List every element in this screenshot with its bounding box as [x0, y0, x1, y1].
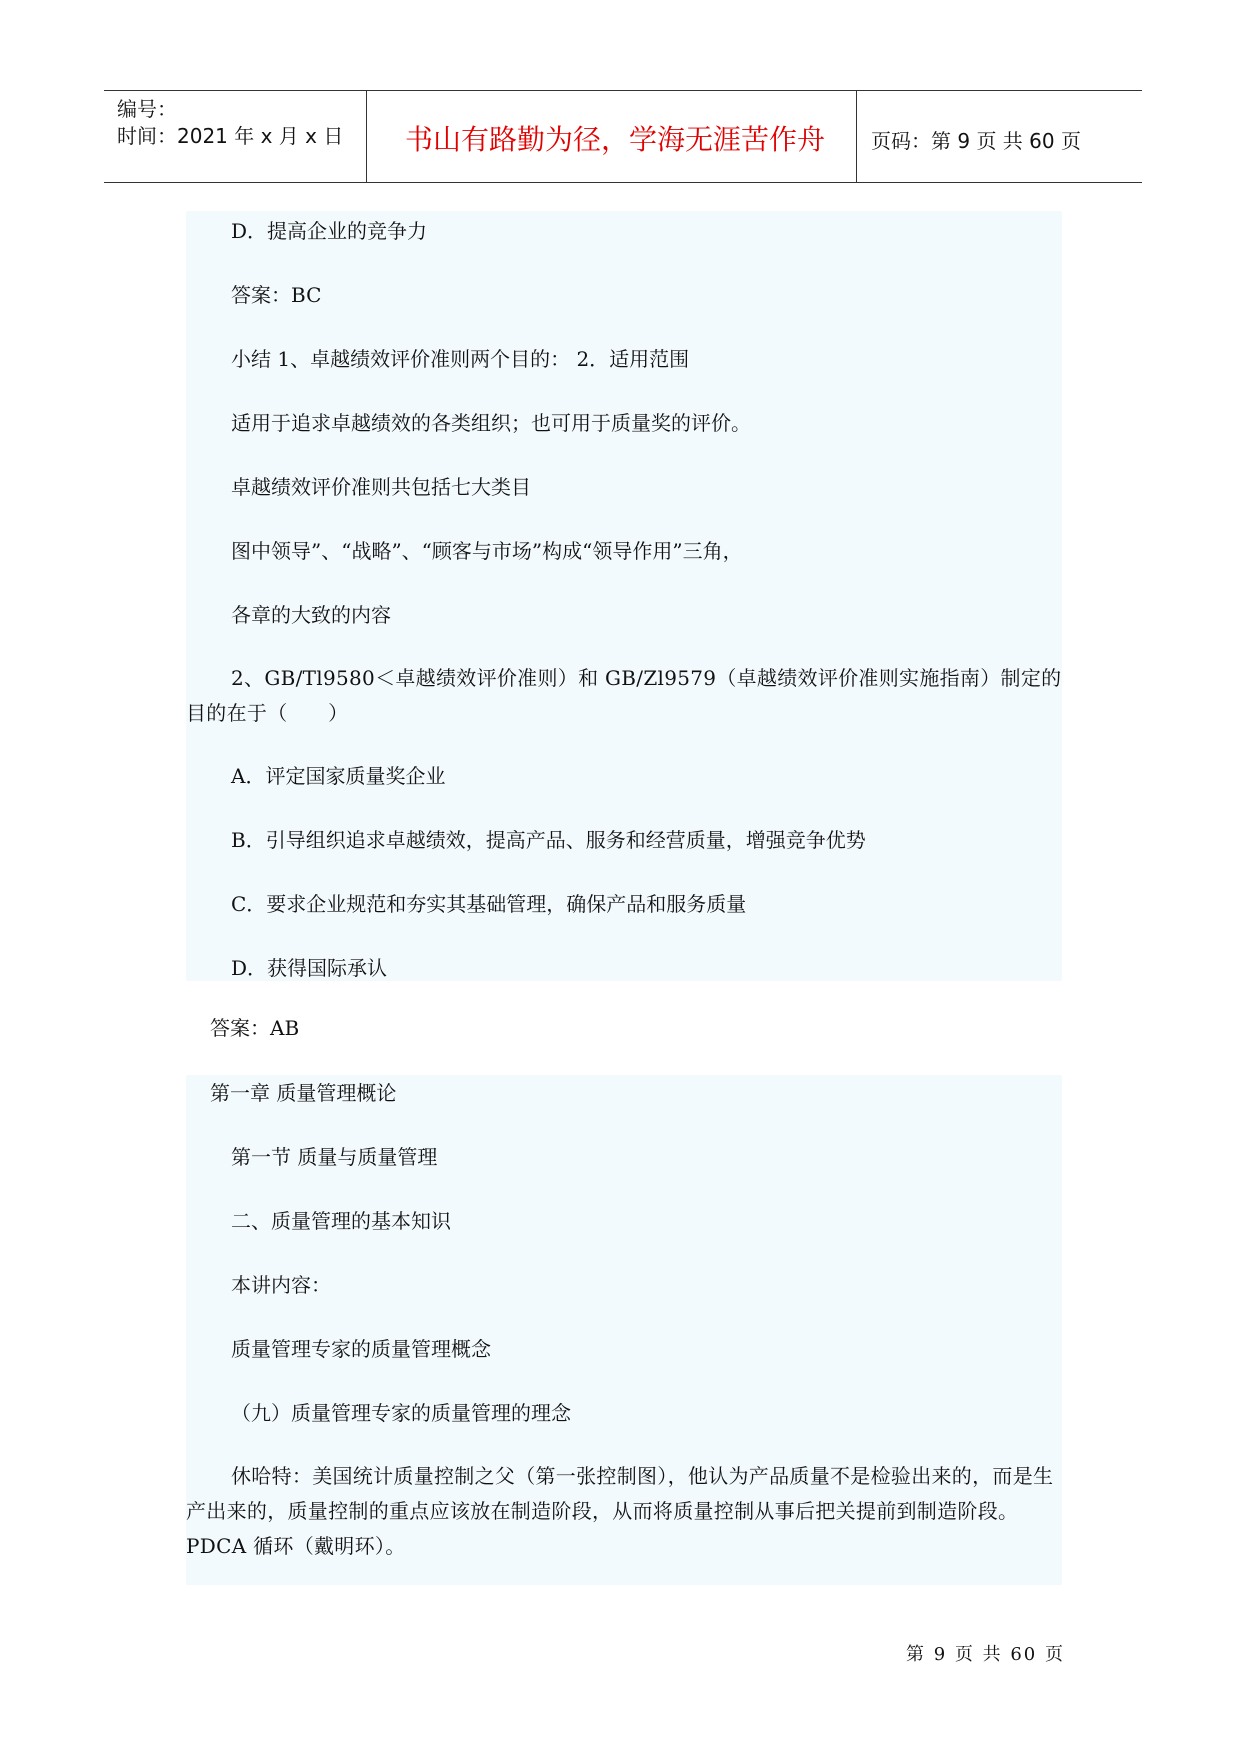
- option-b-line: B．引导组织追求卓越绩效，提高产品、服务和经营质量，增强竞争优势: [231, 828, 866, 852]
- header-divider-left: [366, 90, 367, 183]
- footer-page-number: 第 9 页 共 60 页: [906, 1644, 1065, 1665]
- header-time-label: 时间：2021 年 x 月 x 日: [117, 124, 344, 148]
- header-motto: 书山有路勤为径，学海无涯苦作舟: [404, 123, 825, 156]
- chapter-heading: 第一章 质量管理概论: [210, 1081, 397, 1105]
- subsection-heading: 二、质量管理的基本知识: [231, 1209, 451, 1233]
- header-top-rule: [104, 90, 1142, 91]
- question-paragraph: 2、GB/Tl9580＜卓越绩效评价准则）和 GB/Zl9579（卓越绩效评价准则实施指南）制定的目的在于（ ）: [186, 666, 1062, 725]
- leadership-triangle-line: 图中领导”、“战略”、“顾客与市场”构成“领导作用”三角，: [231, 539, 743, 563]
- option-c-line: C．要求企业规范和夯实其基础管理，确保产品和服务质量: [231, 892, 747, 916]
- answer-line: 答案：BC: [231, 283, 322, 307]
- option-d2-line: D．获得国际承认: [231, 956, 388, 980]
- header-bottom-rule: [104, 182, 1142, 183]
- answer-ab-line: 答案：AB: [210, 1016, 300, 1040]
- experts-concept-line: 质量管理专家的质量管理概念: [231, 1337, 491, 1361]
- categories-line: 卓越绩效评价准则共包括七大类目: [231, 475, 531, 499]
- option-a-line: A．评定国家质量奖企业: [231, 764, 446, 788]
- scope-line: 适用于追求卓越绩效的各类组织；也可用于质量奖的评价。: [231, 411, 751, 435]
- section-heading: 第一节 质量与质量管理: [231, 1145, 438, 1169]
- chapter-content-line: 各章的大致的内容: [231, 603, 391, 627]
- header-page-label: 页码：第 9 页 共 60 页: [871, 129, 1081, 153]
- experts-philosophy-heading: （九）质量管理专家的质量管理的理念: [231, 1401, 571, 1425]
- summary-line: 小结 1、卓越绩效评价准则两个目的： 2．适用范围: [231, 347, 690, 371]
- header-serial-label: 编号：: [117, 97, 177, 121]
- option-d-line: D．提高企业的竞争力: [231, 219, 428, 243]
- content-panel-1: [186, 211, 1062, 981]
- shewhart-paragraph: 休哈特：美国统计质量控制之父（第一张控制图），他认为产品质量不是检验出来的，而是生产出来的，质量控制的重点应该放在制造阶段，从而将质量控制从事后把关提前到制造阶段。PDCA 循环（戴明环）。: [186, 1464, 1054, 1558]
- lecture-content-label: 本讲内容：: [231, 1273, 331, 1297]
